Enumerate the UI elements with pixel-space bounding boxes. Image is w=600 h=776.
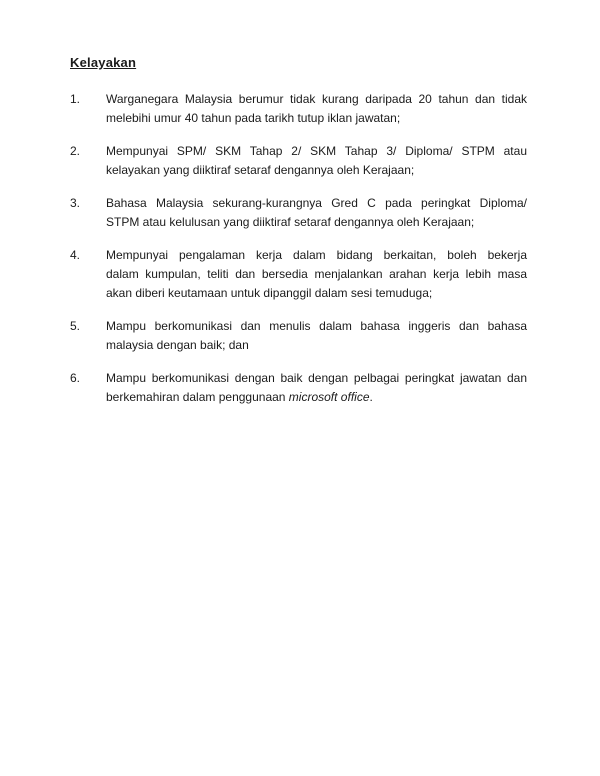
text-line (106, 388, 527, 407)
item-number: 5. (70, 319, 81, 333)
text-line: STPM atau kelulusan yang diiktiraf setaraf dengannya oleh Kerajaan; (106, 215, 475, 229)
list-item (70, 369, 530, 407)
item-number: 6. (70, 371, 81, 385)
item-text (106, 317, 527, 355)
text-line: kelayakan yang diiktiraf setaraf dengannya oleh Kerajaan; (106, 163, 415, 177)
text-line: Mempunyai pengalaman kerja dalam bidang berkaitan, boleh bekerja (106, 248, 527, 262)
item-text (106, 246, 527, 303)
item-text (106, 194, 527, 232)
item-number: 2. (70, 144, 81, 158)
text-line: Mampu berkomunikasi dan menulis dalam bahasa inggeris dan bahasa (106, 319, 527, 333)
text-line: melebihi umur 40 tahun pada tarikh tutup iklan jawatan; (106, 111, 401, 125)
italic-text: microsoft office (288, 390, 370, 404)
qualification-list (70, 90, 530, 407)
item-number: 3. (70, 196, 81, 210)
page-title: Kelayakan (70, 55, 137, 70)
text-line: dalam kumpulan, teliti dan bersedia menjalankan arahan kerja lebih masa (106, 267, 527, 281)
text-line: Mampu berkomunikasi dengan baik dengan pelbagai peringkat jawatan dan (106, 371, 527, 385)
text-segment: berkemahiran dalam penggunaan (106, 390, 289, 404)
text-line: akan diberi keutamaan untuk dipanggil dalam sesi temuduga; (106, 286, 433, 300)
list-item (70, 194, 530, 232)
text-line: Bahasa Malaysia sekurang-kurangnya Gred C pada peringkat Diploma/ (106, 196, 527, 210)
list-item (70, 142, 530, 180)
item-number: 4. (70, 248, 81, 262)
list-item (70, 317, 530, 355)
list-item (70, 246, 530, 303)
text-line: malaysia dengan baik; dan (106, 338, 249, 352)
item-text (106, 142, 527, 180)
item-text (106, 369, 527, 407)
item-text (106, 90, 527, 128)
text-segment: . (369, 390, 373, 404)
text-line: Warganegara Malaysia berumur tidak kurang daripada 20 tahun dan tidak (106, 92, 527, 106)
list-item (70, 90, 530, 128)
item-number: 1. (70, 92, 81, 106)
text-line: Mempunyai SPM/ SKM Tahap 2/ SKM Tahap 3/ Diploma/ STPM atau (106, 144, 527, 158)
